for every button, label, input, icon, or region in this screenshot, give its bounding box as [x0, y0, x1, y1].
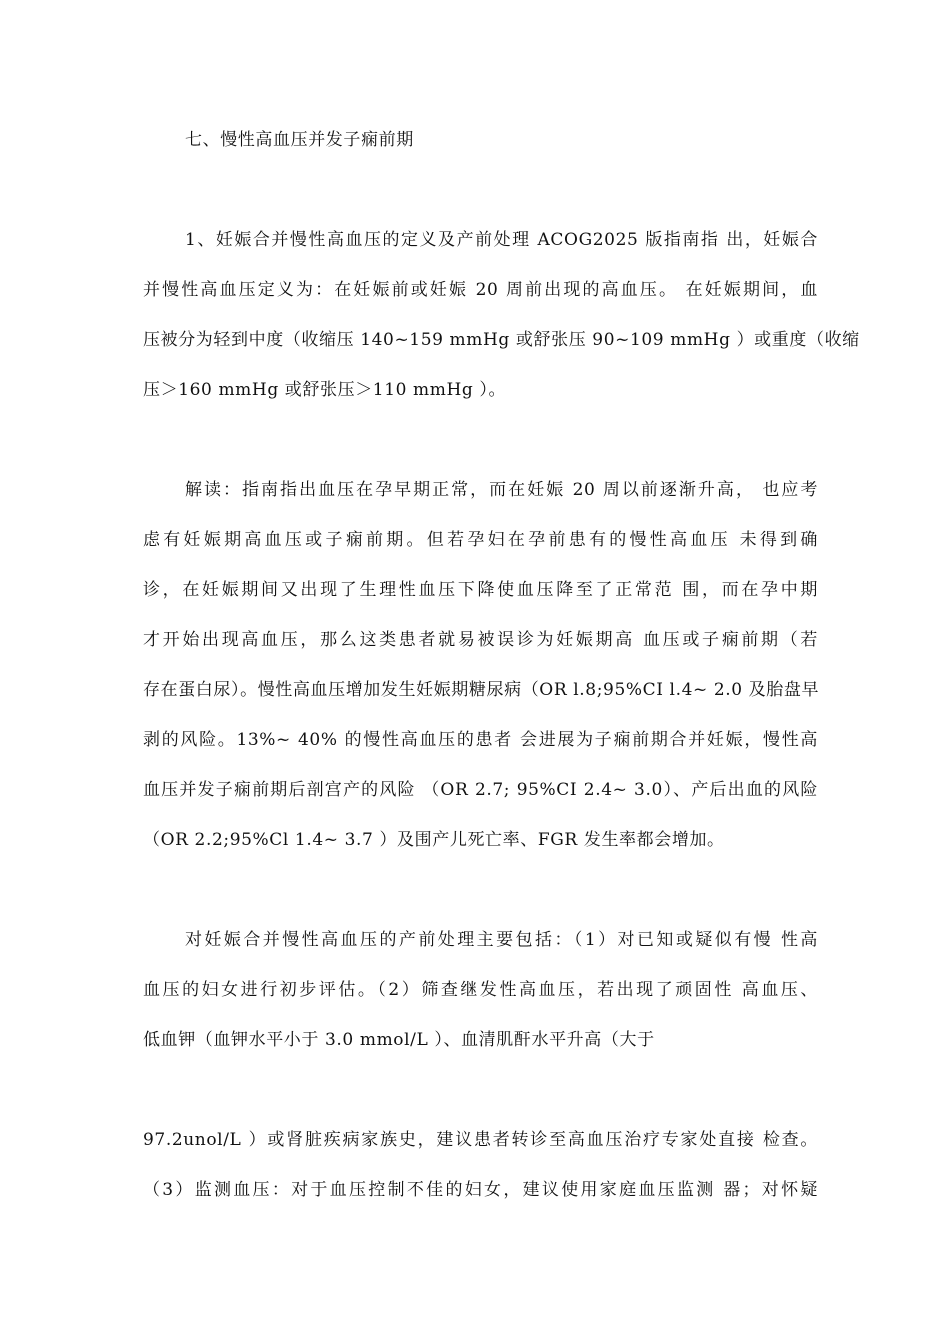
paragraph-line: 才开始出现高血压，那么这类患者就易被误诊为妊娠期高 血压或子痫前期（若 [143, 630, 818, 650]
paragraph-line: 并慢性高血压定义为：在妊娠前或妊娠 20 周前出现的高血压。 在妊娠期间，血 [143, 280, 818, 300]
paragraph-line: 剥的风险。13%~ 40% 的慢性高血压的患者 会进展为子痫前期合并妊娠，慢性高 [143, 730, 818, 750]
section-heading: 七、慢性高血压并发子痫前期 [185, 130, 414, 150]
paragraph-line: （3）监测血压：对于血压控制不佳的妇女，建议使用家庭血压监测 器；对怀疑 [143, 1180, 818, 1200]
paragraph-line: 压＞160 mmHg 或舒张压＞110 mmHg ）。 [143, 380, 507, 400]
paragraph-line: 97.2unol/L ）或肾脏疾病家族史，建议患者转诊至高血压治疗专家处直接 检查。 [143, 1130, 818, 1150]
paragraph-line: 血压并发子痫前期后剖宫产的风险 （OR 2.7; 95%CI 2.4~ 3.0）、产后出血的风险 [143, 780, 818, 800]
paragraph-line: 血压的妇女进行初步评估。（2）筛查继发性高血压，若出现了顽固性 高血压、 [143, 980, 818, 1000]
paragraph-line: 解读：指南指出血压在孕早期正常，而在妊娠 20 周以前逐渐升高， 也应考 [185, 480, 818, 500]
paragraph-line: （OR 2.2;95%Cl 1.4~ 3.7 ）及围产儿死亡率、FGR 发生率都会增加。 [143, 830, 725, 850]
paragraph-line: 诊，在妊娠期间又出现了生理性血压下降使血压降至了正常范 围，而在孕中期 [143, 580, 818, 600]
paragraph-line: 低血钾（血钾水平小于 3.0 mmol/L ）、血清肌酐水平升高（大于 [143, 1030, 655, 1050]
paragraph-line: 存在蛋白尿）。慢性高血压增加发生妊娠期糖尿病（OR l.8;95%CI l.4~ 2.0 及胎盘早 [143, 680, 820, 700]
paragraph-line: 对妊娠合并慢性高血压的产前处理主要包括：（1）对已知或疑似有慢 性高 [185, 930, 818, 950]
paragraph-line: 1、妊娠合并慢性高血压的定义及产前处理 ACOG2025 版指南指 出，妊娠合 [185, 230, 818, 250]
paragraph-line: 虑有妊娠期高血压或子痫前期。但若孕妇在孕前患有的慢性高血压 未得到确 [143, 530, 818, 550]
paragraph-line: 压被分为轻到中度（收缩压 140~159 mmHg 或舒张压 90~109 mmHg ）或重度（收缩 [143, 330, 860, 350]
